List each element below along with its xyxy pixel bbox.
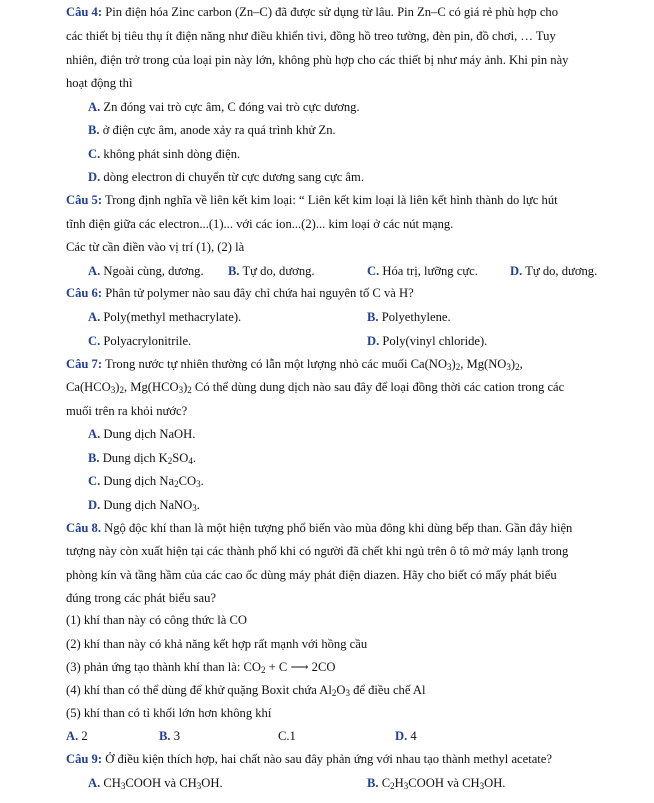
q7-option-a-key: A.: [88, 427, 101, 441]
q7-sub: 3: [178, 385, 184, 395]
q4-line-1: [66, 4, 558, 20]
q7-line-3: muối trên ra khỏi nước?: [66, 404, 188, 418]
q8-option-c[interactable]: [278, 728, 296, 744]
q5-option-b[interactable]: [228, 263, 315, 279]
q6-line-1: [66, 285, 414, 301]
q7-text-1a: Trong nước tự nhiên thường có lẫn một lượng nhỏ các muối Ca(NO: [102, 357, 447, 371]
q8-sub: 2: [331, 688, 337, 698]
q7-text-2a: Ca(HCO: [66, 380, 111, 394]
q4-option-c-text: không phát sinh dòng điện.: [100, 147, 241, 161]
q6-label: Câu 6:: [66, 286, 103, 300]
q7-label: Câu 7:: [66, 357, 103, 371]
q8-option-a[interactable]: [66, 728, 88, 744]
q8-label: Câu 8.: [66, 521, 101, 535]
q6-option-b-key: B.: [367, 310, 379, 324]
q5-option-c-text: Hóa trị, lưỡng cực.: [379, 264, 478, 278]
q7-option-b-text: .: [192, 451, 197, 465]
q7-sub: 2: [174, 479, 179, 489]
q7-text-2e: Có thể dùng dung dịch nào sau đây để loại đồng thời các cation trong các: [191, 380, 565, 394]
q7-option-c-text: Dung dịch Na: [100, 474, 175, 488]
q4-option-a[interactable]: [88, 99, 360, 115]
q7-sub: 2: [119, 385, 124, 395]
q7-option-a-text: Dung dịch NaOH.: [100, 427, 196, 441]
q7-option-c-text: .: [200, 474, 204, 488]
q7-text-1d: ): [510, 357, 516, 371]
q8-sub: 3: [345, 688, 350, 698]
q7-option-c-text: CO: [178, 474, 197, 488]
q5-option-c-key: C.: [367, 264, 380, 278]
q7-option-c-key: C.: [88, 474, 101, 488]
q7-sub: 2: [187, 385, 192, 395]
q8-option-a-key: A.: [66, 729, 79, 743]
q6-option-b-text: Polyethylene.: [378, 310, 451, 324]
q4-text-1: Pin điện hóa Zinc carbon (Zn–C) đã được sử dụng từ lâu. Pin Zn–C có giá rẻ phù hợp cho: [102, 5, 558, 19]
q9-option-b[interactable]: [367, 775, 505, 791]
q7-option-d-text: Dung dịch NaNO: [100, 498, 193, 512]
q4-option-c-key: C.: [88, 147, 101, 161]
q8-line-3: phòng kín và tầng hầm của các cao ốc dùng máy phát điện diazen. Hãy cho biết có mấy phát biểu: [66, 568, 557, 582]
q7-option-d[interactable]: [88, 497, 200, 513]
q6-option-c-text: Polyacrylonitrile.: [100, 334, 192, 348]
q9-option-a-key: A.: [88, 776, 101, 790]
q6-option-d[interactable]: [367, 333, 487, 349]
q8-statement-4-text: (4) khí than có thể dùng để khử quặng Boxit chứa Al: [66, 683, 332, 697]
q6-option-b[interactable]: [367, 309, 451, 325]
q7-text-1c: , Mg(NO: [460, 357, 507, 371]
q7-option-d-text: .: [196, 498, 200, 512]
q7-text-1b: ): [451, 357, 456, 371]
q4-option-b[interactable]: [88, 122, 336, 138]
q5-label: Câu 5:: [66, 193, 103, 207]
q4-label: Câu 4:: [66, 5, 103, 19]
q4-line-3: nhiên, điện trở trong của loại pin này lớn, không phù hợp cho các thiết bị như máy ảnh. Khi pin này: [66, 53, 569, 67]
q7-sub: 3: [447, 362, 452, 372]
q8-text-1: Ngộ độc khí than là một hiện tượng phổ biến vào mùa đông khi dùng bếp than. Gần đây hiện: [101, 521, 573, 535]
q4-option-a-key: A.: [88, 100, 101, 114]
q6-option-a-key: A.: [88, 310, 101, 324]
q9-sub: 2: [390, 781, 395, 791]
q8-option-d-text: 4: [407, 729, 417, 743]
q8-option-d[interactable]: [395, 728, 417, 744]
q6-option-d-key: D.: [367, 334, 380, 348]
q8-statement-1: (1) khí than này có công thức là CO: [66, 613, 247, 627]
q9-label: Câu 9:: [66, 752, 103, 766]
q7-option-b-text: SO: [172, 451, 189, 465]
q8-option-a-text: 2: [78, 729, 88, 743]
q4-option-b-text: ở điện cực âm, anode xảy ra quá trình khử Zn.: [99, 123, 336, 137]
q8-option-b[interactable]: [159, 728, 180, 744]
q4-option-c[interactable]: [88, 146, 240, 162]
q7-sub: 3: [110, 385, 116, 395]
q7-option-c[interactable]: [88, 473, 204, 489]
q8-statement-4-text: O: [336, 683, 346, 697]
q4-line-2: các thiết bị tiêu thụ ít điện năng như điều khiển tivi, đồng hồ treo tường, đèn pin, đồ chơi, … Tuy: [66, 29, 556, 43]
q9-option-b-key: B.: [367, 776, 379, 790]
q7-text-2b: ): [115, 380, 120, 394]
q9-sub: 3: [196, 781, 202, 791]
q8-statement-3: [66, 659, 335, 675]
q5-option-a-key: A.: [88, 264, 101, 278]
q6-option-a[interactable]: [88, 309, 241, 325]
q7-option-b[interactable]: [88, 450, 196, 466]
q7-sub: 4: [188, 456, 193, 466]
q5-option-c[interactable]: [367, 263, 478, 279]
q5-option-d-key: D.: [510, 264, 523, 278]
q9-sub: 3: [403, 781, 409, 791]
q8-statement-3-text: (3) phản ứng tạo thành khí than là: CO: [66, 660, 261, 674]
q9-option-b-text: OH.: [484, 776, 506, 790]
q7-sub: 3: [506, 362, 511, 372]
q9-sub: 3: [120, 781, 126, 791]
q7-option-b-text: Dung dịch K: [99, 451, 168, 465]
q7-option-a[interactable]: [88, 426, 195, 442]
q6-text-1: Phân tử polymer nào sau đây chỉ chứa hai nguyên tố C và H?: [102, 286, 414, 300]
q9-line-1: [66, 751, 552, 767]
q7-line-1: [66, 356, 523, 372]
q7-sub: 3: [196, 479, 201, 489]
q7-option-b-key: B.: [88, 451, 100, 465]
q5-option-b-text: Tự do, dương.: [239, 264, 315, 278]
q9-option-a-text: OH.: [201, 776, 223, 790]
q7-line-2: [66, 379, 564, 395]
q7-sub: 2: [167, 456, 173, 466]
q5-line-3: Các từ cần điền vào vị trí (1), (2) là: [66, 240, 245, 254]
q9-option-a[interactable]: [88, 775, 223, 791]
q8-line-4: đúng trong các phát biểu sau?: [66, 591, 217, 605]
q8-statement-4-text: để điều chế Al: [349, 683, 426, 697]
q5-option-a[interactable]: [88, 263, 204, 279]
q6-option-d-text: Poly(vinyl chloride).: [379, 334, 488, 348]
q8-sub: 2: [261, 665, 266, 675]
q4-option-d-key: D.: [88, 170, 101, 184]
q4-option-a-text: Zn đóng vai trò cực âm, C đóng vai trò cực dương.: [100, 100, 360, 114]
q8-statement-2: (2) khí than này có khả năng kết hợp rất mạnh với hồng cầu: [66, 637, 368, 651]
q7-text-2c: , Mg(HCO: [123, 380, 179, 394]
q5-option-d[interactable]: [510, 263, 597, 279]
q7-text-2d: ): [183, 380, 188, 394]
q4-line-4: hoạt động thì: [66, 76, 133, 90]
q8-option-b-text: 3: [170, 729, 181, 743]
q5-text-1: Trong định nghĩa về liên kết kim loại: “ Liên kết kim loại là liên kết hình thành do lực hút: [102, 193, 558, 207]
q9-option-a-text: COOH và CH: [125, 776, 197, 790]
q4-option-d[interactable]: [88, 169, 364, 185]
q7-text-1e: ,: [519, 357, 523, 371]
q8-option-c-key: C.1: [278, 729, 296, 743]
q7-sub: 2: [455, 362, 461, 372]
q8-statement-5: (5) khí than có tỉ khối lớn hơn không khí: [66, 706, 272, 720]
q5-line-2: tĩnh điện giữa các electron...(1)... với các ion...(2)... kim loại ở các nút mạng.: [66, 217, 454, 231]
q8-statement-3-text: + C ⟶ 2CO: [265, 660, 336, 674]
q6-option-a-text: Poly(methyl methacrylate).: [100, 310, 242, 324]
q8-statement-4: [66, 682, 425, 698]
q4-option-d-text: dòng electron di chuyển từ cực dương sang cực âm.: [100, 170, 364, 184]
q5-option-a-text: Ngoài cùng, dương.: [100, 264, 204, 278]
q8-line-1: [66, 520, 572, 536]
q9-text-1: Ở điều kiện thích hợp, hai chất nào sau đây phản ứng với nhau tạo thành methyl acetate?: [102, 752, 552, 766]
q5-option-d-text: Tự do, dương.: [522, 264, 598, 278]
q9-option-b-text: H: [394, 776, 404, 790]
q5-option-b-key: B.: [228, 264, 240, 278]
q6-option-c-key: C.: [88, 334, 101, 348]
q8-line-2: tượng này còn xuất hiện tại các thành phố khi có người đã chết khi ngủ trên ô tô mở máy lạnh trong: [66, 544, 569, 558]
q9-option-a-text: CH: [100, 776, 121, 790]
q9-sub: 3: [479, 781, 485, 791]
q5-line-1: [66, 192, 558, 208]
q7-sub: 3: [192, 503, 197, 513]
q6-option-c[interactable]: [88, 333, 191, 349]
q7-sub: 2: [515, 362, 520, 372]
q4-option-b-key: B.: [88, 123, 100, 137]
q9-option-b-text: COOH và CH: [408, 776, 480, 790]
q8-option-d-key: D.: [395, 729, 408, 743]
q8-option-b-key: B.: [159, 729, 171, 743]
q7-option-d-key: D.: [88, 498, 101, 512]
q9-option-b-text: C: [378, 776, 391, 790]
